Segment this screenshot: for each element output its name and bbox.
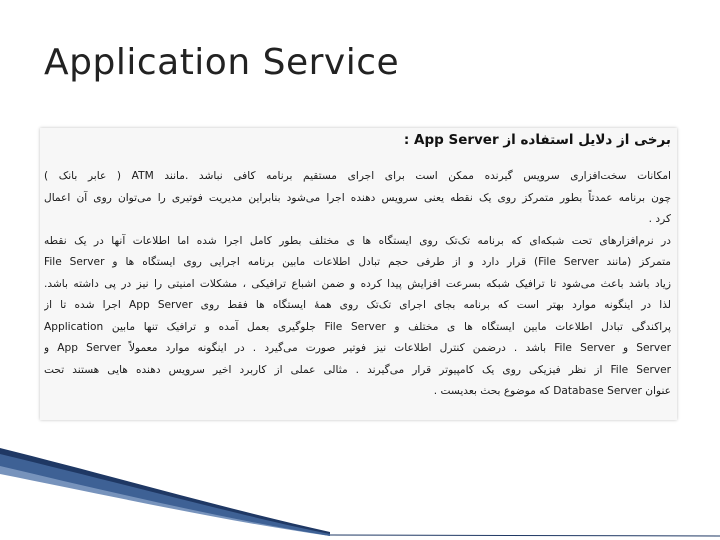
content-image-panel [40,128,677,420]
content-line: در نرم‌افزارهای تحت شبکه‌ای که برنامه تک‌تک روی ایستگاه ها ی مختلف بطور کامل اجرا شده اما اطلاعات آنها در یک نقطه [44,234,671,247]
content-heading: برخی از دلایل استفاده از App Server : [403,132,671,148]
content-line: لذا در اینگونه موارد بهتر است که برنامه بجای اجرای تک‌تک روی همهٔ ایستگاه ها فقط روی App Server اجرا شده تا از [44,299,671,311]
content-line: زیاد باشد باعث می‌شود تا ترافیک شبکه بسرعت افزایش پیدا کرده و ضمن اشباع ترافیکی ، مشکلات امنیتی را نیز در پی داشته باشد. [44,277,671,290]
content-line: پراکندگی تبادل اطلاعات مابین ایستگاه ها ی مختلف و File Server جلوگیری بعمل آمده و ترافیک تنها مابین Application [44,320,671,333]
content-line: چون برنامه عمدتاً بطور متمرکز روی یک نقطه یعنی سرویس دهنده اجرا می‌شود بنابراین مدیریت فوتیری را می‌توان روی آن اعمال [44,191,671,204]
bottom-swoosh-decoration [0,448,720,540]
swoosh-baseline [330,535,720,536]
content-line: عنوان Database Server که موضوع بحث بعدیست . [433,385,671,397]
swoosh-dark [0,448,330,536]
content-line: متمرکز (مانند File Server) قرار دارد و از طرفی حجم تبادل اطلاعات مابین برنامه اجرایی روی ایستگاه ها و File Server [44,256,671,268]
content-line: امکانات سخت‌افزاری سرویس گیرنده ممکن است برای اجرای مستقیم برنامه کافی نباشد .مانند ATM ( عابر بانک ) [44,170,671,182]
slide-title: Application Service [44,42,400,83]
content-line: کرد . [648,213,671,225]
content-line: File Server از نظر فیزیکی روی یک کامپیوتر قرار می‌گیرند . مثالی عملی از کاربرد اخیر سرویس دهنده هایی هستند تحت [44,363,671,376]
content-lines [44,166,671,403]
content-line: Server و File Server باشد . درضمن کنترل اطلاعات نیز فوتیر صورت می‌گیرد . در اینگونه موارد معمولاً App Server و [44,342,671,354]
